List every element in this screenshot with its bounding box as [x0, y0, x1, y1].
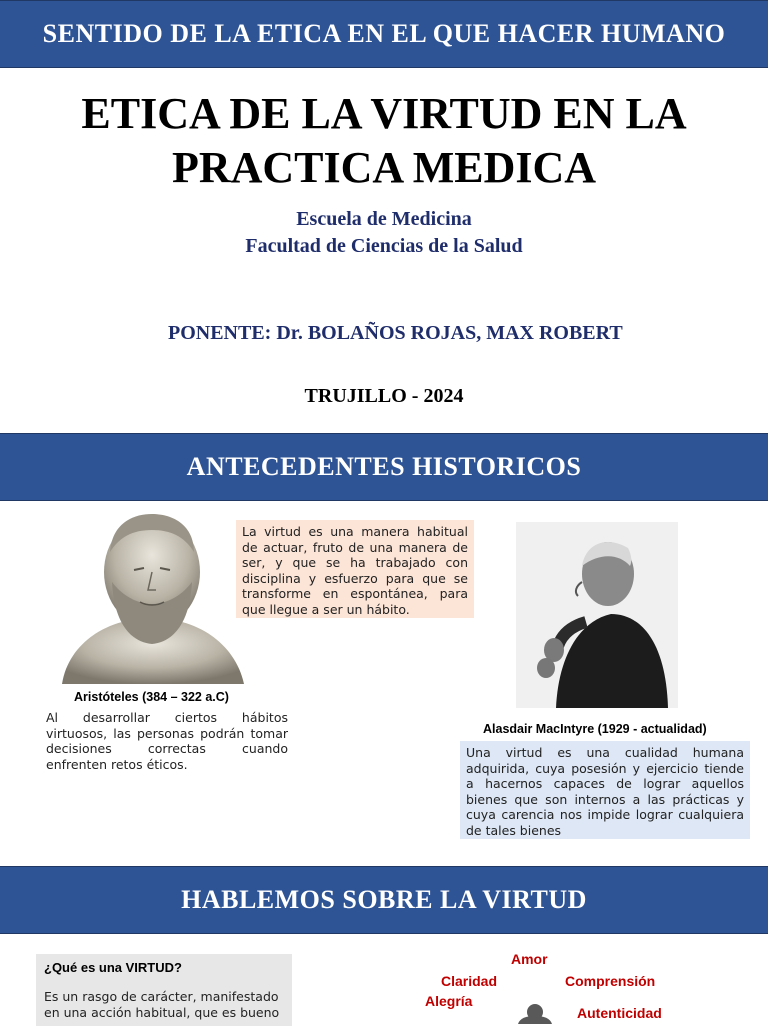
- macintyre-caption: Alasdair MacIntyre (1929 - actualidad): [483, 722, 707, 736]
- macintyre-quote-box: [460, 741, 750, 839]
- main-title-line1: ETICA DE LA VIRTUD EN LA: [81, 89, 687, 138]
- top-banner-text: SENTIDO DE LA ETICA EN EL QUE HACER HUMANO: [42, 19, 726, 48]
- virtue-definition: Es un rasgo de carácter, manifestado en una acción habitual, que es bueno: [44, 989, 280, 1020]
- main-title-line2: PRACTICA MEDICA: [171, 143, 597, 192]
- aristotle-description: Al desarrollar ciertos hábitos virtuosos, las personas podrán tomar decisiones correctas cuando enfrenten retos éticos.: [46, 710, 288, 772]
- virtue-word-amor: Amor: [511, 951, 548, 967]
- history-banner: [0, 433, 768, 501]
- speaker-name: PONENTE: Dr. BOLAÑOS ROJAS, MAX ROBERT: [168, 322, 623, 344]
- virtue-definition-box: [36, 954, 292, 1026]
- top-banner: [0, 0, 768, 68]
- macintyre-photo: [516, 522, 678, 708]
- aristotle-quote-text: La virtud es una manera habitual de actuar, fruto de una manera de ser, y que se ha trabajado con disciplina y esfuerzo para que se transforme en espontánea, para que llegue a ser un hábito.: [242, 524, 468, 617]
- faculty-name: Facultad de Ciencias de la Salud: [245, 235, 523, 257]
- history-banner-text: ANTECEDENTES HISTORICOS: [186, 452, 582, 481]
- aristotle-caption: Aristóteles (384 – 322 a.C): [74, 690, 229, 704]
- person-silhouette-icon: [516, 1004, 554, 1024]
- virtue-question: ¿Qué es una VIRTUD?: [44, 960, 182, 975]
- city-year: TRUJILLO - 2024: [304, 385, 464, 407]
- virtue-banner-text: HABLEMOS SOBRE LA VIRTUD: [181, 885, 587, 914]
- virtue-banner: [0, 866, 768, 934]
- macintyre-quote-text: Una virtud es una cualidad humana adquirida, cuya posesión y ejercicio tiende a hacernos capaces de lograr aquellos bienes que son internos a las prácticas y cuya carencia nos impide lograr cualquiera de tales bienes: [466, 745, 744, 838]
- virtue-word-comprension: Comprensión: [565, 973, 656, 989]
- aristotle-quote-box: [236, 520, 474, 618]
- virtue-word-autenticidad: Autenticidad: [577, 1005, 662, 1021]
- school-name: Escuela de Medicina: [296, 208, 472, 230]
- aristotle-bust-image: [52, 512, 252, 684]
- virtue-word-alegria: Alegría: [425, 993, 473, 1009]
- virtue-word-claridad: Claridad: [441, 973, 498, 989]
